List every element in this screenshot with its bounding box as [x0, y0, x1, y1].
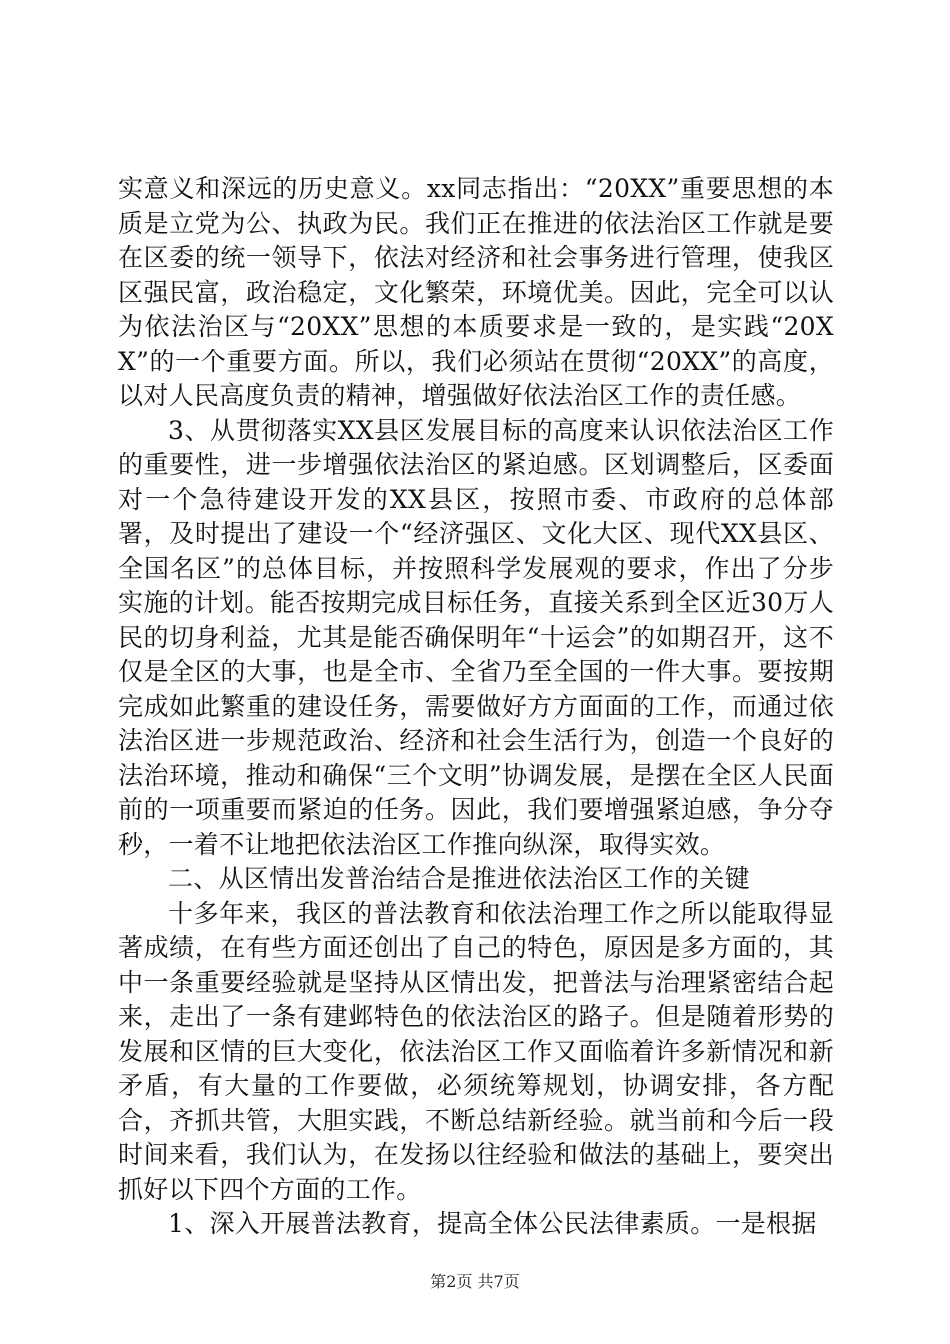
section-heading: 二、从区情出发普治结合是推进依法治区工作的关键	[168, 864, 750, 893]
document-body	[118, 172, 834, 1242]
paragraph-2: 3、从贯彻落实XX县区发展目标的高度来认识依法治区工作的重要性，进一步增强依法治区的紧迫感。区划调整后，区委面对一个急待建设开发的XX县区，按照市委、市政府的总体部署，及时提出了建设一个“经济强区、文化大区、现代XX县区、全国名区”的总体目标，并按照科学发展观的要求，作出了分步实施的计划。能否按期完成目标任务，直接关系到全区近30万人民的切身利益，尤其是能否确保明年“十运会”的如期召开，这不仅是全区的大事，也是全市、全省乃至全国的一件大事。要按期完成如此繁重的建设任务，需要做好方方面面的工作，而通过依法治区进一步规范政治、经济和社会生活行为，创造一个良好的法治环境，推动和确保“三个文明”协调发展，是摆在全区人民面前的一项重要而紧迫的任务。因此，我们要增强紧迫感，争分夺秒，一着不让地把依法治区工作推向纵深，取得实效。	[118, 415, 834, 859]
paragraph-3: 十多年来，我区的普法教育和依法治理工作之所以能取得显著成绩，在有些方面还创出了自己的特色，原因是多方面的，其中一条重要经验就是坚持从区情出发，把普法与治理紧密结合起来，走出了一条有建邺特色的依法治区的路子。但是随着形势的发展和区情的巨大变化，依法治区工作又面临着许多新情况和新矛盾，有大量的工作要做，必须统筹规划，协调安排，各方配合，齐抓共管，大胆实践，不断总结新经验。就当前和今后一段时间来看，我们认为，在发扬以往经验和做法的基础上，要突出抓好以下四个方面的工作。	[118, 898, 834, 1204]
page-footer: 第2页 共7页	[430, 1272, 520, 1291]
paragraph-4: 1、深入开展普法教育，提高全体公民法律素质。一是根据	[168, 1209, 817, 1238]
paragraph-1: 实意义和深远的历史意义。xx同志指出：“20XX”重要思想的本质是立党为公、执政为民。我们正在推进的依法治区工作就是要在区委的统一领导下，依法对经济和社会事务进行管理，使我区区强民富，政治稳定，文化繁荣，环境优美。因此，完全可以认为依法治区与“20XX”思想的本质要求是一致的，是实践“20XX”的一个重要方面。所以，我们必须站在贯彻“20XX”的高度，以对人民高度负责的精神，增强做好依法治区工作的责任感。	[118, 174, 834, 410]
